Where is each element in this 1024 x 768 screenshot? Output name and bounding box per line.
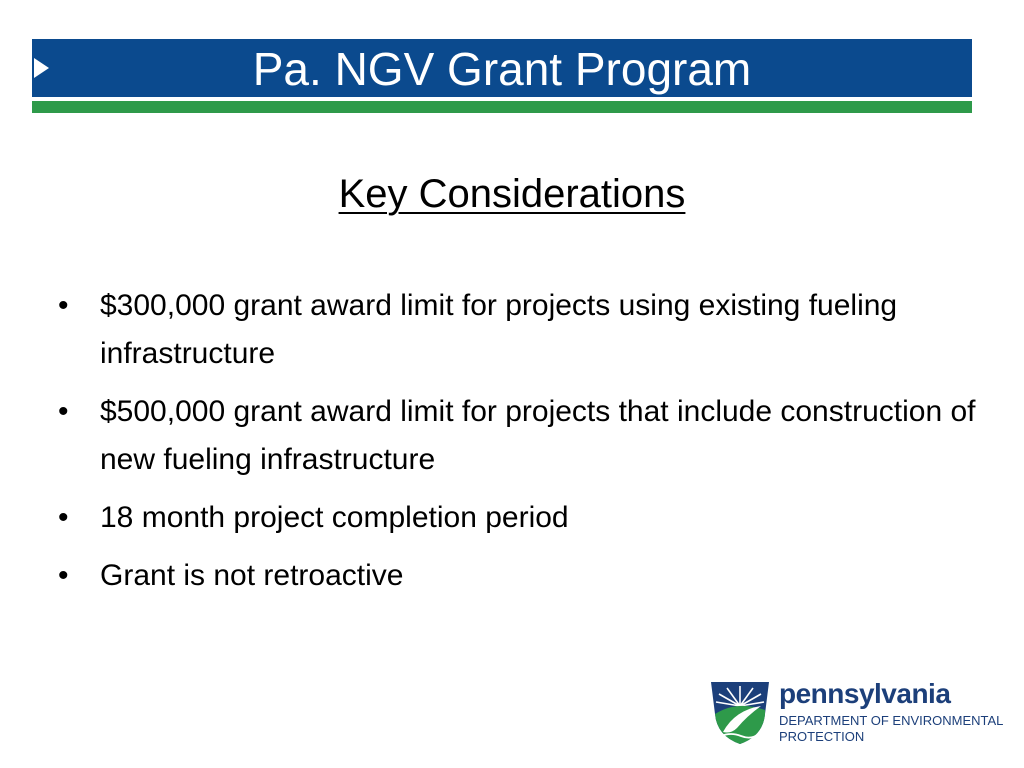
logo-department-line1: DEPARTMENT OF ENVIRONMENTAL xyxy=(779,713,1004,728)
bullet-item xyxy=(56,282,986,378)
logo-name: pennsylvania xyxy=(779,678,951,709)
bullet-text: $300,000 grant award limit for projects using existing fueling infrastructure xyxy=(100,289,898,370)
bullet-text: 18 month project completion period xyxy=(100,501,569,534)
bullet-item xyxy=(56,388,986,484)
logo-department-line2: PROTECTION xyxy=(779,729,865,744)
slide-title: Pa. NGV Grant Program xyxy=(252,43,752,95)
bullet-text: $500,000 grant award limit for projects that include construction of new fueling infrastructure xyxy=(100,395,976,476)
bullet-item xyxy=(56,552,986,600)
bullet-marker: • xyxy=(58,289,69,322)
slide-subtitle: Key Considerations xyxy=(338,172,686,216)
bullet-item xyxy=(56,494,986,542)
bullet-marker: • xyxy=(58,559,69,592)
bullet-marker: • xyxy=(58,395,69,428)
title-divider-green xyxy=(32,101,972,113)
pa-dep-logo xyxy=(707,680,1007,748)
title-bar xyxy=(32,39,972,97)
bullet-list xyxy=(56,282,986,610)
keystone-leaf-icon xyxy=(707,680,773,746)
bullet-text: Grant is not retroactive xyxy=(100,559,404,592)
bullet-marker: • xyxy=(58,501,69,534)
